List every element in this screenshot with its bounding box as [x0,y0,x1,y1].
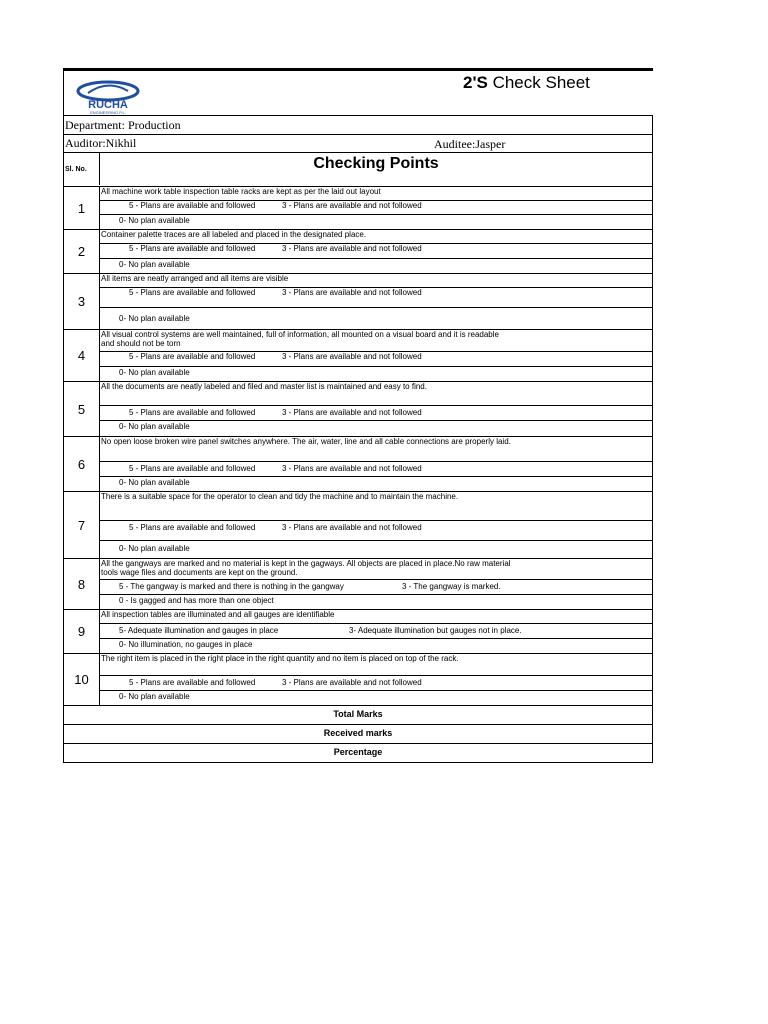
checkpoint-text: There is a suitable space for the operator to clean and tidy the machine and to maintain the machine. [100,492,652,521]
option-5: 5 - Plans are available and followed [129,352,256,361]
company-logo [70,77,146,115]
option-5: 5 - Plans are available and followed [129,288,256,297]
title-rest: Check Sheet [487,73,590,92]
option-5: 5 - Plans are available and followed [129,464,256,473]
option-0: 0 - Is gagged and has more than one object [119,596,274,605]
option-3: 3 - The gangway is marked. [402,582,501,591]
option-5: 5 - Plans are available and followed [129,201,256,210]
checkpoint-text: Container palette traces are all labeled and placed in the designated place. [100,230,652,244]
sheet-title [463,73,590,93]
row-number: 8 [64,559,100,609]
row-number: 10 [64,654,100,705]
option-5: 5- Adequate illumination and gauges in place [119,626,279,635]
score-options [100,521,652,541]
checkpoint-text: All the gangways are marked and no material is kept in the gagways. All objects are placed in place.No raw material tools wage files and documents are kept on the ground. [100,559,652,580]
option-0: 0- No plan available [119,422,190,431]
option-0: 0- No plan available [119,314,190,323]
score-options [100,352,652,367]
row-number: 7 [64,492,100,558]
option-5: 5 - Plans are available and followed [129,408,256,417]
option-5: 5 - Plans are available and followed [129,523,256,532]
total-marks-label: Total Marks [333,709,383,719]
table-header [63,153,653,187]
option-3: 3 - Plans are available and not followed [282,678,422,687]
auditor-label: Auditor:Nikhil [65,136,137,150]
auditee-label: Auditee:Jasper [434,137,506,151]
score-options [100,201,652,215]
checkpoint-text: All the documents are neatly labeled and filed and master list is maintained and easy to find. [100,382,652,406]
score-options [100,288,652,308]
checkpoint-row [63,382,653,437]
score-options [100,462,652,477]
checkpoint-row [63,274,653,330]
department-row [63,115,653,135]
option-0: 0- No plan available [119,368,190,377]
total-marks-row [63,706,653,725]
sl-no-header: Sl. No. [64,153,100,185]
option-3: 3 - Plans are available and not followed [282,244,422,253]
row-number: 1 [64,187,100,229]
checkpoint-text: No open loose broken wire panel switches anywhere. The air, water, line and all cable connections are properly laid. [100,437,652,462]
score-options [100,244,652,259]
checking-points-header: Checking Points [313,155,439,172]
checkpoint-text: All visual control systems are well maintained, full of information, all mounted on a visual board and it is readable and should not be torn [100,330,652,352]
percentage-row [63,744,653,763]
option-0: 0- No illumination, no gauges in place [119,640,253,649]
logo-subtext: ENGINEERING P.L. [90,110,126,115]
option-3: 3 - Plans are available and not followed [282,201,422,210]
option-3: 3 - Plans are available and not followed [282,464,422,473]
option-3: 3 - Plans are available and not followed [282,523,422,532]
logo-text: RUCHA [88,99,128,111]
row-number: 5 [64,382,100,436]
option-0: 0- No plan available [119,692,190,701]
department-label: Department: Production [65,118,181,132]
checkpoint-row [63,230,653,274]
auditor-row [63,135,653,153]
checkpoint-text: All inspection tables are illuminated and all gauges are identifiable [100,610,652,624]
option-0: 0- No plan available [119,478,190,487]
row-number: 4 [64,330,100,381]
checkpoint-row [63,492,653,559]
row-number: 3 [64,274,100,329]
score-options [100,624,652,639]
option-0: 0- No plan available [119,260,190,269]
received-marks-label: Received marks [323,728,393,738]
check-sheet [63,68,653,763]
checkpoint-text: All machine work table inspection table racks are kept as per the laid out layout [100,187,652,201]
row-number: 2 [64,230,100,273]
score-options [100,676,652,691]
option-3: 3- Adequate illumination but gauges not in place. [349,626,522,635]
score-options [100,406,652,421]
option-5: 5 - Plans are available and followed [129,678,256,687]
received-marks-row [63,725,653,744]
checkpoint-row [63,437,653,492]
percentage-label: Percentage [333,747,383,757]
checkpoint-text: The right item is placed in the right place in the right quantity and no item is placed on top of the rack. [100,654,652,676]
option-3: 3 - Plans are available and not followed [282,288,422,297]
checkpoint-row [63,330,653,382]
row-number: 9 [64,610,100,653]
option-5: 5 - The gangway is marked and there is nothing in the gangway [119,582,344,591]
option-3: 3 - Plans are available and not followed [282,352,422,361]
checkpoint-row [63,187,653,230]
checkpoint-row [63,610,653,654]
checkpoint-row [63,559,653,610]
checkpoint-text: All items are neatly arranged and all items are visible [100,274,652,288]
title-bold: 2'S [463,73,488,92]
checkpoint-row [63,654,653,706]
sheet-header [63,68,653,115]
option-0: 0- No plan available [119,544,190,553]
option-3: 3 - Plans are available and not followed [282,408,422,417]
score-options [100,580,652,595]
row-number: 6 [64,437,100,491]
option-0: 0- No plan available [119,216,190,225]
option-5: 5 - Plans are available and followed [129,244,256,253]
